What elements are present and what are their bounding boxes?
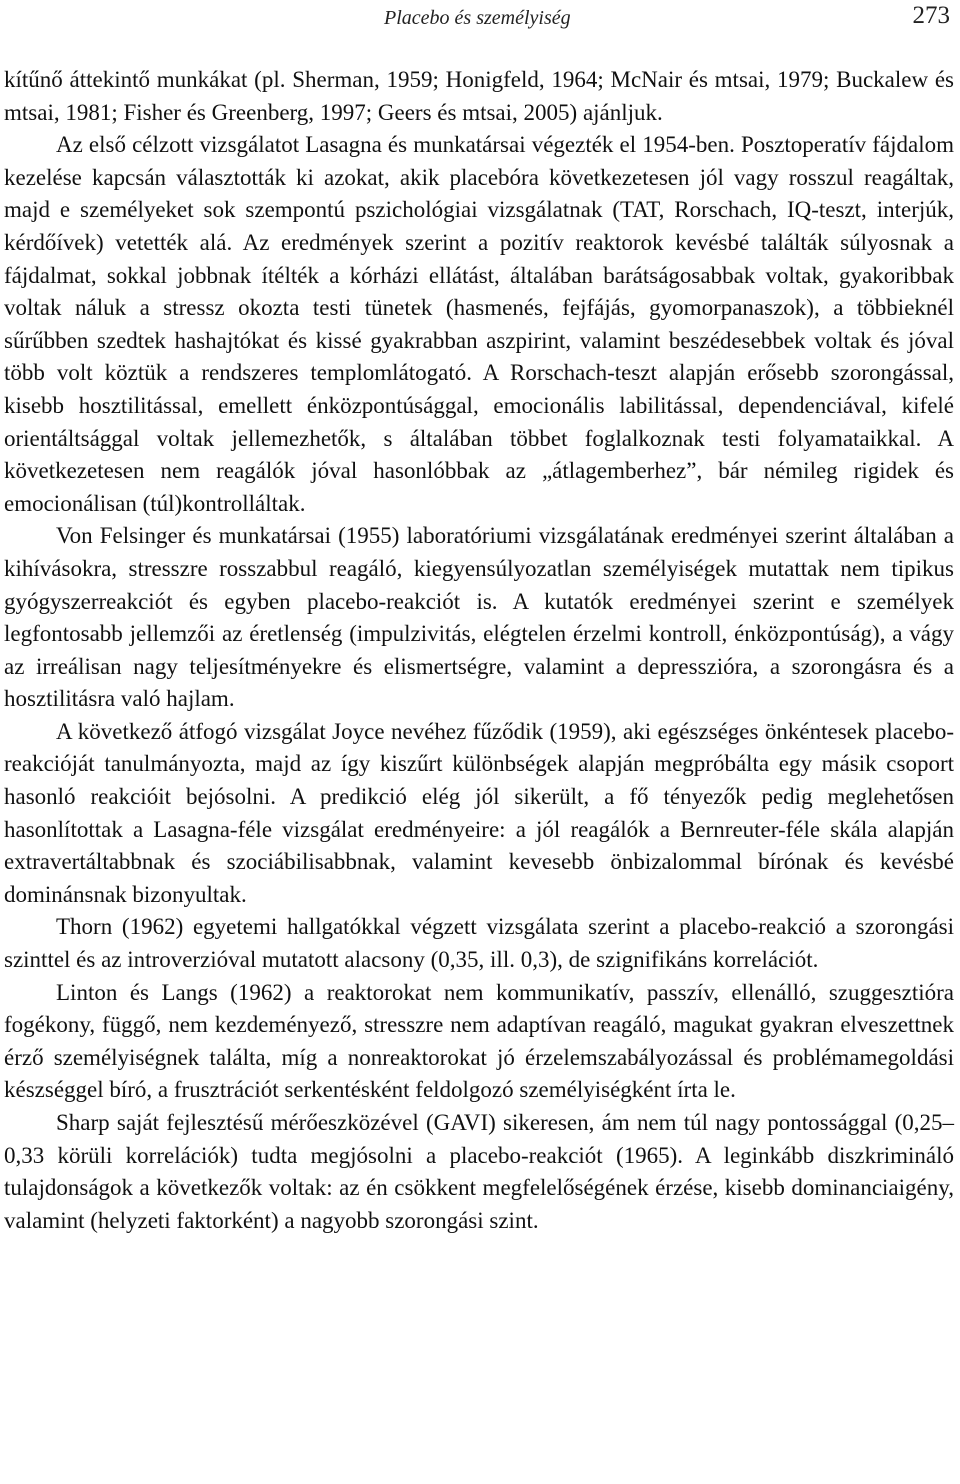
running-title: Placebo és személyiség xyxy=(384,7,571,29)
body-text xyxy=(4,64,954,1237)
paragraph-sharp-study: Sharp saját fejlesztésű mérőeszközével (GAVI) sikeresen, ám nem túl nagy pontossággal (0,25–0,33 körüli korrelációk) tudta megjósolni a placebo-reakciót (1965). A leginkább diszkrimináló tulajdonságok a következők voltak: az én csökkent megfelelőségének érzése, kisebb dominanciaigény, valamint (helyzeti faktorként) a nagyobb szorongási szint. xyxy=(4,1110,954,1233)
paragraph-von-felsinger-study: Von Felsinger és munkatársai (1955) laboratóriumi vizsgálatának eredményei szerint általában a kihívásokra, stresszre rosszabbul reagáló, kiegyensúlyozatlan személyiségek mutattak nem tipikus gyógyszerreakciót és egyben placebo-reakciót is. A kutatók eredményei szerint e személyek legfontosabb jellemzői az éretlenség (impulzivitás, elégtelen érzelmi kontroll, énközpontúság), a vágy az irreálisan nagy teljesítményekre és elismertségre, valamint a depresszióra, a szorongásra és a hosztilitásra való hajlam. xyxy=(4,523,954,712)
page-number: 273 xyxy=(912,2,950,29)
paragraph-continuation: kítűnő áttekintő munkákat (pl. Sherman, 1959; Honigfeld, 1964; McNair és mtsai, 1979; Buckalew és mtsai, 1981; Fisher és Greenberg, 1997; Geers és mtsai, 2005) ajánljuk. xyxy=(4,67,954,125)
paragraph-linton-langs-study: Linton és Langs (1962) a reaktorokat nem kommunikatív, passzív, ellenálló, szuggesztióra fogékony, függő, nem kezdeményező, stresszre nem adaptívan reagáló, magukat gyakran elveszettnek érző személyiségnek találta, míg a nonreaktorokat jó érzelemszabályozással és problémamegoldási készséggel bíró, a frusztrációt serkentésként feldolgozó személyiségként írta le. xyxy=(4,979,954,1103)
paragraph-joyce-study: A következő átfogó vizsgálat Joyce nevéhez fűződik (1959), aki egészséges önkéntesek placebo-reakcióját tanulmányozta, majd az így kiszűrt különbségek alapján megpróbálta egy másik csoport hasonló reakcióit bejósolni. A predikció elég jól sikerült, a fő tényezők pedig meglehetősen hasonlítottak a Lasagna-féle vizsgálat eredményeire: a jól reagálók a Bernreuter-féle skála alapján extravertáltabbnak és szociábilisabbnak, valamint kevesebb önbizalommal bírónak és kevésbé dominánsnak bizonyultak. xyxy=(4,718,954,907)
paragraph-thorn-study: Thorn (1962) egyetemi hallgatókkal végzett vizsgálata szerint a placebo-reakció a szorongási szinttel és az introverzióval mutatott alacsony (0,35, ill. 0,3), de szignifikáns korrelációt. xyxy=(4,914,954,973)
paragraph-lasagna-study: Az első célzott vizsgálatot Lasagna és munkatársai végezték el 1954-ben. Posztoperatív fájdalom kezelése kapcsán választották ki azokat, akik placebóra következetesen jól vagy rosszul reagáltak, majd e személyeket sok szempontú pszichológiai vizsgálatnak (TAT, Rorschach, IQ-teszt, interjúk, kérdőívek) vetették alá. Az eredmények szerint a pozitív reaktorok kevésbé találták súlyosnak a fájdalmat, sokkal jobbnak ítélték a kórházi ellátást, általában barátságosabbak voltak, gyakoribbak voltak náluk a stressz okozta testi tünetek (hasmenés, fejfájás, gyomorpanaszok), a többieknél sűrűbben szedtek hashajtókat és kissé gyakrabban aszpirint, valamint beszédesebbek voltak és jóval több volt köztük a rendszeres templomlátogató. A Rorschach-teszt alapján erősebb szorongással, kisebb hosztilitással, emellett énközpontúsággal, emocionális labilitással, dependenciával, kifelé orientáltsággal voltak jellemezhetők, s általában többet foglalkoznak testi folyamataikkal. A következetesen nem reagálók jóval hasonlóbbak az „átlagemberhez”, bár némileg rigidek és emocionálisan (túl)kontrolláltak. xyxy=(4,132,954,516)
running-header xyxy=(0,2,956,36)
